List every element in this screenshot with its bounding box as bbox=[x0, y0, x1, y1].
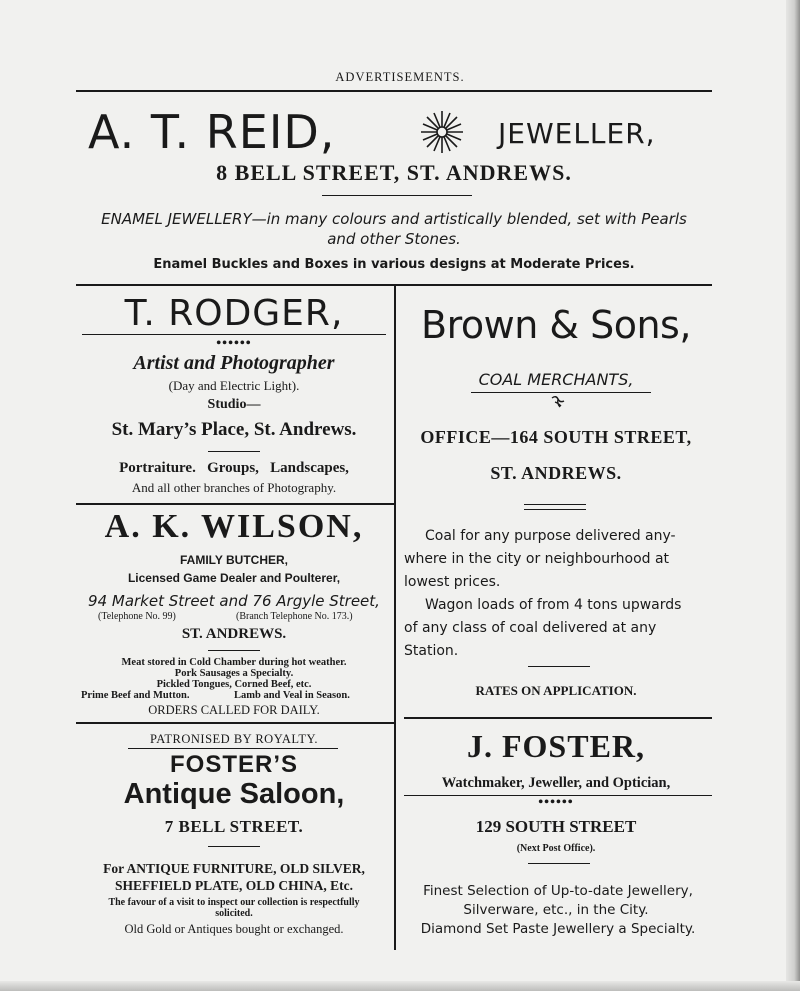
reid-divider bbox=[322, 195, 472, 196]
wilson-divider bbox=[208, 650, 260, 651]
reid-tagline: Enamel Buckles and Boxes in various designs at Moderate Prices. bbox=[153, 257, 635, 272]
wilson-name: A. K. WILSON, bbox=[104, 508, 364, 545]
brown-divider-top bbox=[524, 504, 586, 505]
brown-trade: COAL MERCHANTS, bbox=[478, 370, 634, 389]
page-edge-shadow bbox=[786, 0, 800, 991]
left-rule-1 bbox=[76, 503, 394, 505]
wilson-town: ST. ANDREWS. bbox=[181, 626, 287, 642]
wilson-line-sausages: Pork Sausages a Specialty. bbox=[174, 668, 294, 679]
page-header: ADVERTISEMENTS. bbox=[335, 70, 465, 84]
brown-para2-line1: Wagon loads of from 4 tons upwards bbox=[425, 597, 682, 613]
reid-address: 8 BELL STREET, ST. ANDREWS. bbox=[216, 160, 572, 185]
fleuron-icon bbox=[550, 395, 566, 409]
wilson-telephone: (Telephone No. 99) bbox=[98, 611, 176, 622]
rodger-name: T. RODGER, bbox=[124, 293, 344, 334]
brown-divider-2 bbox=[528, 666, 590, 667]
column-divider bbox=[394, 286, 396, 950]
brown-office: OFFICE—164 SOUTH STREET, bbox=[420, 427, 692, 447]
fosters-title: Antique Saloon, bbox=[123, 778, 345, 810]
fosters-line4: solicited. bbox=[215, 908, 253, 919]
jfoster-line1: Finest Selection of Up-to-date Jewellery, bbox=[423, 883, 693, 899]
rodger-studio: St. Mary’s Place, St. Andrews. bbox=[111, 419, 357, 440]
brown-rates: RATES ON APPLICATION. bbox=[475, 683, 637, 698]
wilson-line-beef: Prime Beef and Mutton. bbox=[81, 690, 190, 701]
jfoster-name: J. FOSTER, bbox=[466, 728, 646, 764]
left-rule-2 bbox=[76, 722, 394, 724]
wilson-address: 94 Market Street and 76 Argyle Street, bbox=[88, 592, 380, 610]
rodger-title: Artist and Photographer bbox=[133, 352, 335, 374]
header-rule bbox=[76, 90, 712, 92]
wilson-line1: FAMILY BUTCHER, bbox=[179, 553, 288, 567]
fosters-name: FOSTER’S bbox=[169, 751, 298, 778]
fosters-divider bbox=[208, 846, 260, 847]
fosters-line5: Old Gold or Antiques bought or exchanged. bbox=[124, 922, 344, 936]
brown-name: Brown & Sons, bbox=[421, 303, 691, 347]
brown-para2-line3: Station. bbox=[404, 643, 459, 659]
brown-para1-line3: lowest prices. bbox=[404, 574, 501, 590]
wilson-line-lamb: Lamb and Veal in Season. bbox=[234, 690, 350, 701]
rodger-studio-label: Studio— bbox=[207, 397, 261, 412]
brown-para2-line2: of any class of coal delivered at any bbox=[404, 620, 657, 636]
wilson-line2: Licensed Game Dealer and Poulterer, bbox=[127, 571, 341, 585]
brown-town: ST. ANDREWS. bbox=[490, 463, 622, 483]
brown-trade-underline bbox=[471, 392, 651, 393]
wilson-orders: ORDERS CALLED FOR DAILY. bbox=[148, 703, 320, 717]
reid-description-line1: ENAMEL JEWELLERY—in many colours and artistically blended, set with Pearls bbox=[101, 210, 687, 228]
rodger-services-line2: And all other branches of Photography. bbox=[131, 480, 337, 495]
jfoster-note: (Next Post Office). bbox=[516, 843, 596, 854]
rodger-dots: •••••• bbox=[216, 336, 252, 351]
jfoster-divider bbox=[528, 863, 590, 864]
right-rule bbox=[404, 717, 712, 719]
rodger-services: Portraiture. Groups, Landscapes, bbox=[119, 460, 349, 476]
reid-name: A. T. REID, bbox=[88, 105, 336, 159]
wilson-line-cold: Meat stored in Cold Chamber during hot weather. bbox=[121, 657, 347, 668]
reid-description-line2: and other Stones. bbox=[327, 230, 461, 248]
jfoster-trade: Watchmaker, Jeweller, and Optician, bbox=[441, 775, 671, 791]
fosters-royalty: PATRONISED BY ROYALTY. bbox=[149, 732, 319, 746]
brown-divider-bottom bbox=[524, 509, 586, 510]
star-ornament-icon bbox=[418, 108, 466, 156]
fosters-royalty-underline bbox=[128, 748, 338, 749]
jfoster-dots: •••••• bbox=[538, 795, 574, 810]
jfoster-line3: Diamond Set Paste Jewellery a Specialty. bbox=[420, 921, 696, 937]
wilson-branch-telephone: (Branch Telephone No. 173.) bbox=[236, 611, 353, 622]
page-bottom-shadow bbox=[0, 981, 800, 991]
brown-para1-line2: where in the city or neighbourhood at bbox=[404, 551, 670, 567]
jfoster-address: 129 SOUTH STREET bbox=[475, 817, 637, 836]
rodger-rule bbox=[82, 334, 386, 335]
fosters-address: 7 BELL STREET. bbox=[164, 817, 304, 836]
rodger-divider bbox=[208, 451, 260, 452]
fosters-line1: For ANTIQUE FURNITURE, OLD SILVER, bbox=[103, 861, 365, 876]
reid-trade: JEWELLER, bbox=[498, 117, 656, 150]
brown-para1-line1: Coal for any purpose delivered any- bbox=[425, 528, 676, 544]
fosters-line2: SHEFFIELD PLATE, OLD CHINA, Etc. bbox=[115, 878, 353, 893]
rodger-light: (Day and Electric Light). bbox=[168, 378, 300, 393]
fosters-line3: The favour of a visit to inspect our collection is respectfully bbox=[108, 897, 360, 908]
wilson-line-tongues: Pickled Tongues, Corned Beef, etc. bbox=[156, 679, 312, 690]
jfoster-line2: Silverware, etc., in the City. bbox=[463, 902, 649, 918]
